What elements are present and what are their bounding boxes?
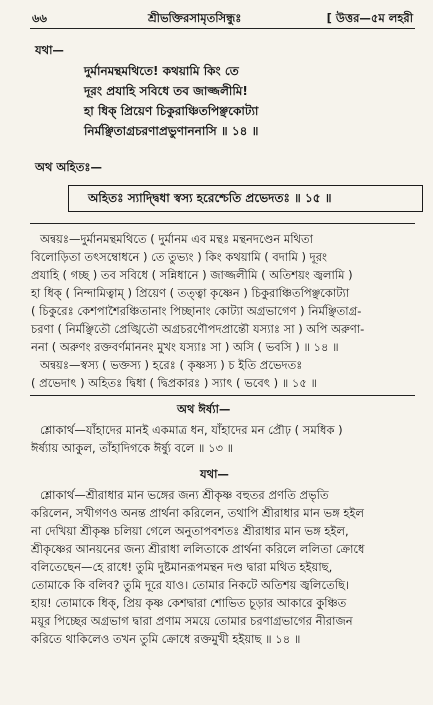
- commentary-line: প্রযাহি ( গচ্ছ ) তব সবিধে ( সন্নিধানে ) জাজ্জলীমি ( অতিশয়ং জ্বলামি ): [31, 268, 353, 282]
- translation-line: হায়! তোমাকে ধিক্‌, প্রিয় কৃষ্ণ কেশদ্বারা শোভিত চূড়ার আকারে কুঞ্চিত: [31, 596, 347, 610]
- translation-line: বলিতেছেন—হে রাধে! তুমি দুষ্টমানরূপমন্থন দণ্ড দ্বারা মথিত হইয়াছ,: [31, 560, 333, 574]
- commentary-line: ( প্রভেদাৎ ) অহিতঃ দ্বিধা ( দ্বিপ্রকারঃ ) স্যাৎ ( ভবেৎ ) ॥ ১৫ ॥: [31, 376, 317, 390]
- commentary-line: চরণা ( নির্মঞ্ছিতৌ প্রেঙ্খিতৌ অগ্রচরণৌপদপ্রান্তৌ যস্যাঃ সা ) অপি অরুণা-: [31, 322, 365, 336]
- divider: [30, 395, 415, 396]
- page-header: [30, 10, 415, 29]
- translation-line: তোমাকে কি বলিব? তুমি দূরে যাও। তোমার নিকটে অতিশয় জ্বলিতেছি।: [31, 578, 350, 592]
- page-number: ৬৬: [32, 11, 47, 25]
- commentary-line: ননা ( অরুণং রক্তবর্ণমাননং মুখং যস্যাঃ সা ) অসি ( ভবসি ) ॥ ১৪ ॥: [31, 340, 339, 354]
- ahita-label: অথ অহিতঃ—: [35, 160, 102, 174]
- verse-line: দুর্মানমন্থমথিতে! কথয়ামি কিং তে: [84, 64, 239, 78]
- commentary-line: ( চিকুরেঃ কেশপাশৈরঞ্চিতানাং পিচ্ছানাং কোট্যা অগ্রভাগেণ ) নির্মঞ্ছিতাগ্র-: [31, 304, 362, 318]
- translation-line: করিতে থাকিলেও তখন তুমি ক্রোধে রক্তমুখী হইয়াছ ॥ ১৪ ॥: [31, 632, 301, 646]
- translation-line: শ্রীকৃষ্ণের আনয়নের জন্য শ্রীরাধা ললিতাকে প্রার্থনা করিলে ললিতা ক্রোধে: [31, 542, 365, 556]
- verse-line: হা ধিক্‌ প্রিয়েণ চিকুরাঞ্চিতপিঞ্ছকোট্যা: [84, 104, 259, 118]
- section-heading-irshya: অথ ঈর্ষ্যা—: [177, 402, 231, 416]
- commentary-line: অন্বয়ঃ—দুর্মানমন্থমথিতে ( দুর্মানম এব মন্থঃ মন্থনদণ্ডেন মথিতা: [40, 232, 313, 246]
- verse-line: দূরং প্রযাহি সবিধে তব জাজ্জলীমি!: [84, 84, 248, 98]
- translation-line: না দেখিয়া শ্রীকৃষ্ণ চলিয়া গেলে অনুতাপবশতঃ শ্রীরাধার মান ভঙ্গ হইল,: [31, 524, 349, 538]
- translation-line: ময়ূর পিচ্ছের অগ্রভাগ দ্বারা প্রণাম সময়ে তোমার চরণাগ্রভাগের নীরাজন: [31, 614, 353, 628]
- commentary-line: বিলোড়িতা তৎসম্বোধনে ) তে তুভ্যং ) কিং কথয়ামি ( বদামি ) দূরং: [31, 250, 327, 264]
- section-heading-yatha: যথা—: [200, 467, 229, 481]
- shlokartha-line: ঈর্ষ্যায় আকুল, তাঁহাদিগকে ঈর্ষ্যু বলে ॥ ১৩ ॥: [31, 441, 234, 455]
- commentary-line: অন্বয়ঃ—স্বস্য ( ভক্তস্য ) হরেঃ ( কৃষ্ণস্য ) চ ইতি প্রভেদতঃ: [40, 358, 303, 372]
- chapter-label: [ উত্তর—৫ম লহরী: [326, 11, 413, 25]
- commentary-line: হা ধিক্‌ ( নিন্দামিত্বাম্‌ ) প্রিয়েণ ( তত্ত্বা কৃষ্ণেন ) চিকুরাঞ্চিতপিঞ্ছকোট্যা: [31, 286, 350, 300]
- divider: [30, 223, 415, 224]
- example-label: যথা—: [35, 43, 64, 57]
- book-title: শ্রীভক্তিরসামৃতসিন্ধুঃ: [148, 11, 242, 25]
- translation-line: করিলেন, সখীগণও অনন্ত প্রার্থনা করিলেন, তথাপি শ্রীরাধার মান ভঙ্গ হইল: [31, 506, 364, 520]
- shlokartha-line: শ্লোকার্থ—যাঁহাদের মানই একমাত্র ধন, যাঁহাদের মন প্রৌঢ় ( সমধিক ): [40, 423, 343, 437]
- verse-line: নির্মঞ্ছিতাগ্রচরণাপ্রভুণাননাসি ॥ ১৪ ॥: [84, 124, 259, 138]
- boxed-verse-text: অহিতঃ স্যাদ্দ্বিধা স্বস্য হরেশ্চেতি প্রভেদতঃ ॥ ১৫ ॥: [88, 191, 332, 205]
- translation-line: শ্লোকার্থ—শ্রীরাধার মান ভঙ্গের জন্য শ্রীকৃষ্ণ বহুতর প্রণতি প্রভৃতি: [40, 488, 329, 502]
